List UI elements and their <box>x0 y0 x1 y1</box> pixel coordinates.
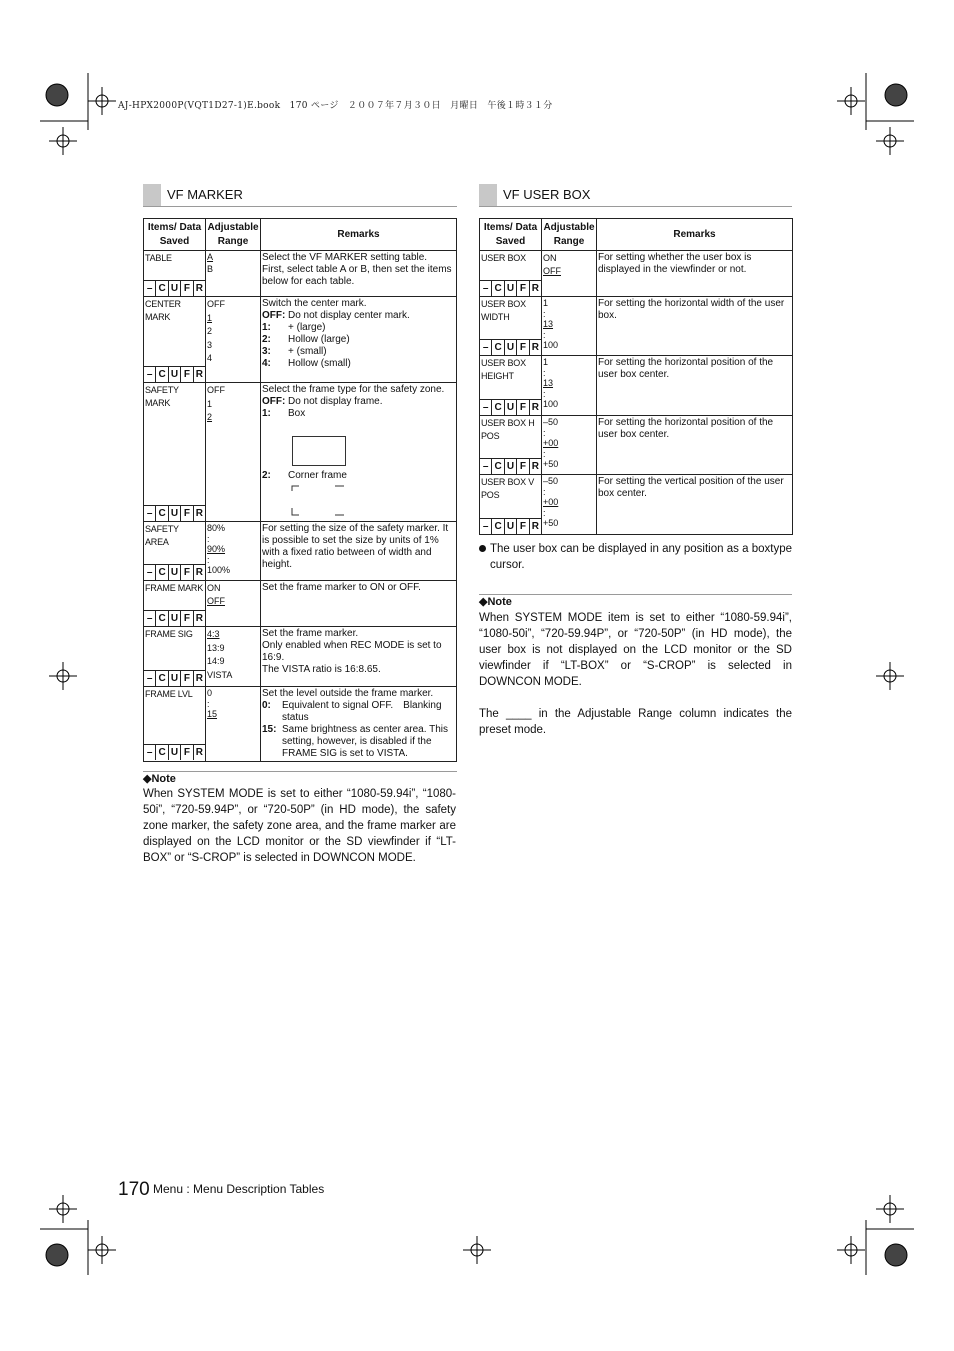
bullet-item <box>479 541 792 573</box>
data-saved-flags: – C U F R <box>480 280 541 296</box>
section-title-text: VF MARKER <box>167 187 243 202</box>
data-saved-flags: – C U F R <box>144 610 205 626</box>
remarks: For setting the horizontal position of the user box center. <box>598 357 774 380</box>
remarks: For setting the size of the safety marker. It is possible to set the size by units of 1% with a fixed ratio between of width and height. <box>262 523 449 570</box>
section-title-vf-user-box <box>479 184 792 207</box>
note-divider <box>143 771 457 772</box>
data-saved-flags: – C U F R <box>480 518 541 534</box>
data-saved-flags: – C U F R <box>480 399 541 415</box>
data-saved-flags: – C U F R <box>144 670 205 686</box>
vf-marker-table <box>143 218 457 762</box>
adjustable-range: 4:3 13:9 14:9 VISTA <box>207 629 233 680</box>
adjustable-range: 1 : 13 : 100 <box>543 298 559 350</box>
item-name: USER BOX HEIGHT <box>481 358 526 381</box>
adjustable-range: 0 : 15 <box>207 688 218 719</box>
item-name: CENTER MARK <box>145 299 181 322</box>
remarks: For setting the vertical position of the user box center. <box>598 476 784 499</box>
table-row <box>480 416 793 475</box>
adjustable-range: OFF 1 2 <box>207 385 225 422</box>
item-name: SAFETY AREA <box>145 524 179 547</box>
column-header-range: Adjustable Range <box>542 219 597 251</box>
page-number: 170 <box>118 1179 150 1200</box>
note-text: When SYSTEM MODE item is set to either “1080-59.94i”, “1080-50i”, “720-59.94P”, or “720-50P” (in HD mode), the user box is not displayed on the LCD monitor or the SD viewfinder if “LT-BOX” or “S-CROP” is selected in DOWNCON MODE. <box>479 612 792 688</box>
table-row <box>144 522 457 581</box>
item-name: FRAME MARK <box>145 583 204 593</box>
data-saved-flags: – C U F R <box>144 505 205 521</box>
remarks: For setting the horizontal width of the user box. <box>598 298 785 321</box>
table-row <box>144 251 457 297</box>
data-saved-flags: – C U F R <box>144 366 205 382</box>
note-divider <box>479 594 792 595</box>
data-saved-flags: – C U F R <box>144 744 205 760</box>
data-saved-flags: – C U F R <box>144 564 205 580</box>
table-row <box>480 251 793 297</box>
column-header-remarks: Remarks <box>261 219 457 251</box>
footer-title: Menu : Menu Description Tables <box>153 1182 325 1196</box>
remarks: Set the level outside the frame marker. 0: Equivalent to signal OFF. Blanking status 15: Same brightness as center area. This setting, however, is disabled if the FRAME SIG is set to VISTA. <box>262 688 449 759</box>
item-name: TABLE <box>145 253 172 263</box>
adjustable-range: A B <box>207 252 214 274</box>
section-title-bar <box>479 184 497 206</box>
corner-frame-illustration <box>291 484 351 518</box>
item-name: USER BOX H POS <box>481 418 535 441</box>
table-row <box>144 581 457 627</box>
data-saved-flags: – C U F R <box>144 280 205 296</box>
table-row <box>144 687 457 762</box>
table-row <box>480 356 793 416</box>
note-heading: ◆Note <box>143 773 176 785</box>
column-header-items: Items/ Data Saved <box>144 219 206 251</box>
table-row <box>144 297 457 383</box>
box-frame-illustration <box>292 436 346 466</box>
vf-user-box-table <box>479 218 793 535</box>
preset-mode-note: The ____ in the Adjustable Range column indicates the preset mode. <box>479 708 792 736</box>
item-name: FRAME LVL <box>145 689 193 699</box>
data-saved-flags: – C U F R <box>480 339 541 355</box>
section-title-vf-marker <box>143 184 457 207</box>
bullet-text: The user box can be displayed in any position as a boxtype cursor. <box>490 543 792 571</box>
column-header-items: Items/ Data Saved <box>480 219 542 251</box>
column-header-range: Adjustable Range <box>206 219 261 251</box>
note-heading: ◆Note <box>479 596 512 608</box>
bullet-icon <box>479 545 486 552</box>
remarks: Select the VF MARKER setting table. First, select table A or B, then set the items below for each table. <box>262 252 452 287</box>
remarks: Set the frame marker to ON or OFF. <box>262 582 421 593</box>
table-row <box>144 383 457 522</box>
table-row <box>480 475 793 535</box>
remarks: Switch the center mark. OFF: Do not display center mark. 1: + (large) 2: Hollow (large) 3: + (small) 4: Hollow (small) <box>262 298 410 369</box>
remarks: Select the frame type for the safety zone. OFF: Do not display frame. 1: Box 2: Corner frame <box>261 383 456 521</box>
adjustable-range: ON OFF <box>543 253 561 276</box>
note-text: When SYSTEM MODE is set to either “1080-59.94i”, “1080-50i”, “720-59.94P”, or “720-50P” (in HD mode), the safety zone marker, the safety zone area, and the frame marker are displayed on the LCD monitor or the SD viewfinder if “LT-BOX” or “S-CROP” is selected in DOWNCON MODE. <box>143 788 456 864</box>
item-name: USER BOX <box>481 253 526 263</box>
remarks: For setting whether the user box is displayed in the viewfinder or not. <box>598 252 752 275</box>
adjustable-range: 1 : 13 : 100 <box>543 357 559 409</box>
item-name: FRAME SIG <box>145 629 193 639</box>
adjustable-range: –50 : +00 : +50 <box>543 476 559 528</box>
section-title-text: VF USER BOX <box>503 187 591 202</box>
data-saved-flags: – C U F R <box>480 458 541 474</box>
item-name: USER BOX V POS <box>481 477 535 500</box>
remarks: Set the frame marker. Only enabled when REC MODE is set to 16:9. The VISTA ratio is 16:8.65. <box>262 628 442 675</box>
table-row <box>480 297 793 356</box>
adjustable-range: ON OFF <box>207 583 225 606</box>
column-header-remarks: Remarks <box>597 219 793 251</box>
item-name: USER BOX WIDTH <box>481 299 526 322</box>
adjustable-range: OFF 1 2 3 4 <box>207 299 225 363</box>
table-row <box>144 627 457 687</box>
remarks: For setting the horizontal position of the user box center. <box>598 417 774 440</box>
adjustable-range: 80% : 90% : 100% <box>207 523 231 575</box>
section-title-bar <box>143 184 161 206</box>
item-name: SAFETY MARK <box>145 385 179 408</box>
print-header-line: AJ-HPX2000P(VQT1D27-1)E.book 170 ページ ２００７年７月３０日 月曜日 午後１時３１分 <box>118 101 553 111</box>
adjustable-range: –50 : +00 : +50 <box>543 417 559 469</box>
